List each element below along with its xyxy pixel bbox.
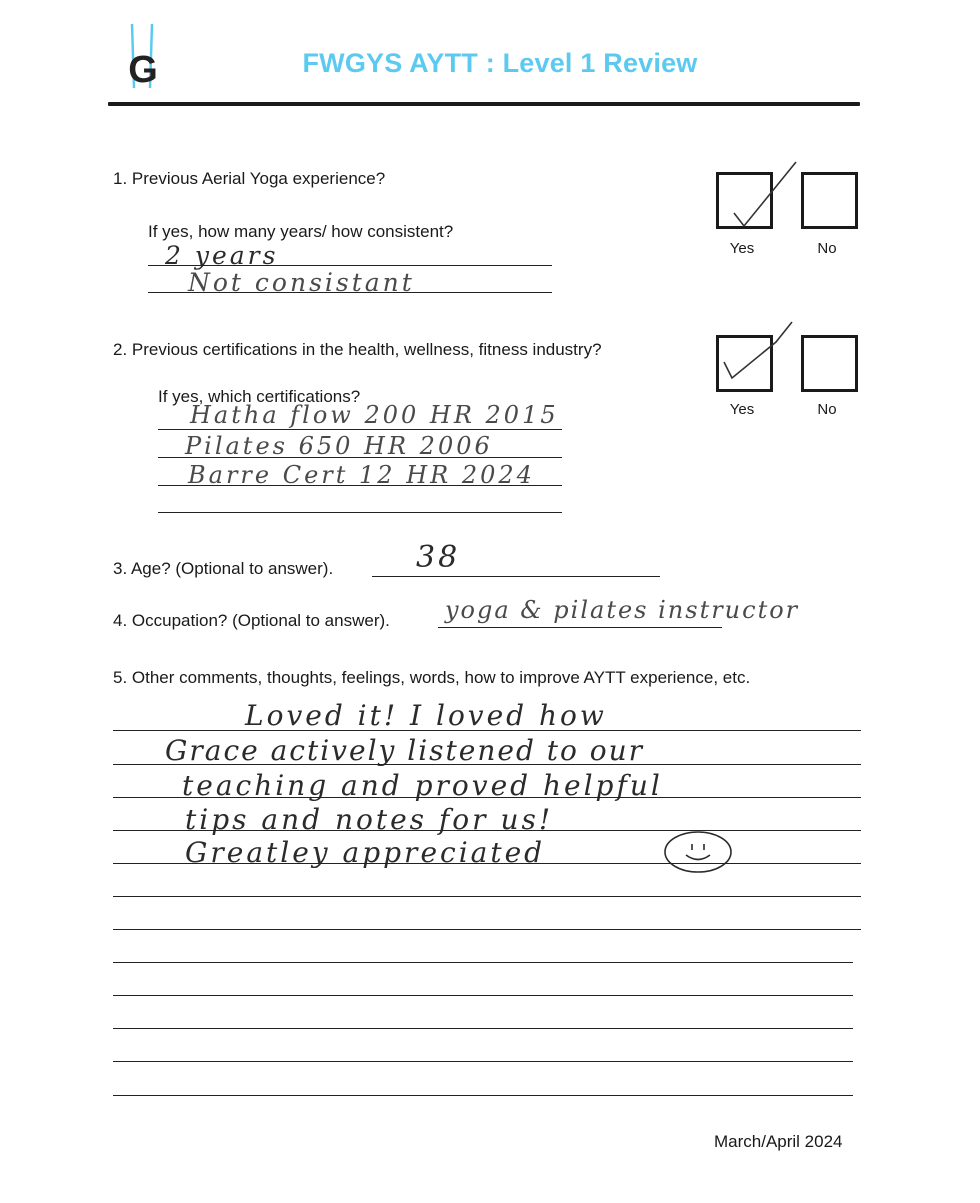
q2-question: 2. Previous certifications in the health, wellness, fitness industry? xyxy=(113,340,602,359)
q1-answer-line-1 xyxy=(148,265,552,266)
footer-date: March/April 2024 xyxy=(714,1132,843,1151)
q5-line-1 xyxy=(113,730,861,731)
q4-answer-line xyxy=(438,627,722,628)
q5-line-12 xyxy=(113,1095,853,1096)
q5-answer-3: teaching and proved helpful xyxy=(182,769,663,802)
q5-answer-4: tips and notes for us! xyxy=(185,803,554,836)
q2-answer-1: Hatha flow 200 HR 2015 xyxy=(190,401,559,429)
q5-line-4 xyxy=(113,830,861,831)
header-divider xyxy=(108,102,860,106)
q1-no-checkbox[interactable] xyxy=(801,172,858,229)
q1-no-label: No xyxy=(817,240,837,257)
q5-line-7 xyxy=(113,929,861,930)
q1-yes-label: Yes xyxy=(729,240,755,257)
q5-line-10 xyxy=(113,1028,853,1029)
q1-followup: If yes, how many years/ how consistent? xyxy=(148,222,454,241)
q5-answer-1: Loved it! I loved how xyxy=(245,699,607,732)
q5-line-2 xyxy=(113,764,861,765)
q5-line-6 xyxy=(113,896,861,897)
q2-answer-3: Barre Cert 12 HR 2024 xyxy=(188,461,535,489)
logo xyxy=(118,22,168,92)
q2-yes-label: Yes xyxy=(729,401,755,418)
q2-followup: If yes, which certifications? xyxy=(158,387,361,406)
q4-question: 4. Occupation? (Optional to answer). xyxy=(113,611,390,630)
logo-letter: G xyxy=(128,49,158,91)
q4-answer: yoga & pilates instructor xyxy=(445,596,800,624)
q5-line-9 xyxy=(113,995,853,996)
q1-answer-2: Not consistant xyxy=(188,268,415,297)
q2-answer-line-2 xyxy=(158,457,562,458)
q5-line-11 xyxy=(113,1061,853,1062)
page-title: FWGYS AYTT : Level 1 Review xyxy=(302,48,698,78)
q5-answer-5: Greatley appreciated xyxy=(185,836,546,869)
q3-answer: 38 xyxy=(416,540,461,575)
q5-question: 5. Other comments, thoughts, feelings, words, how to improve AYTT experience, etc. xyxy=(113,668,751,687)
q2-answer-2: Pilates 650 HR 2006 xyxy=(185,432,493,460)
q2-no-checkbox[interactable] xyxy=(801,335,858,392)
q1-check-mark xyxy=(716,158,806,233)
q5-line-5 xyxy=(113,863,861,864)
q5-line-8 xyxy=(113,962,853,963)
q2-check-mark xyxy=(716,318,806,393)
q1-answer-line-2 xyxy=(148,292,552,293)
q3-question: 3. Age? (Optional to answer). xyxy=(113,559,334,578)
q2-answer-line-3 xyxy=(158,485,562,486)
q3-answer-line xyxy=(372,576,660,577)
q1-question: 1. Previous Aerial Yoga experience? xyxy=(113,169,386,188)
q5-line-3 xyxy=(113,797,861,798)
q1-answer-1: 2 years xyxy=(165,241,279,270)
smiley-icon xyxy=(660,828,736,876)
q2-answer-line-1 xyxy=(158,429,562,430)
q5-answer-2: Grace actively listened to our xyxy=(165,734,645,767)
q2-no-label: No xyxy=(817,401,837,418)
q2-answer-line-4 xyxy=(158,512,562,513)
